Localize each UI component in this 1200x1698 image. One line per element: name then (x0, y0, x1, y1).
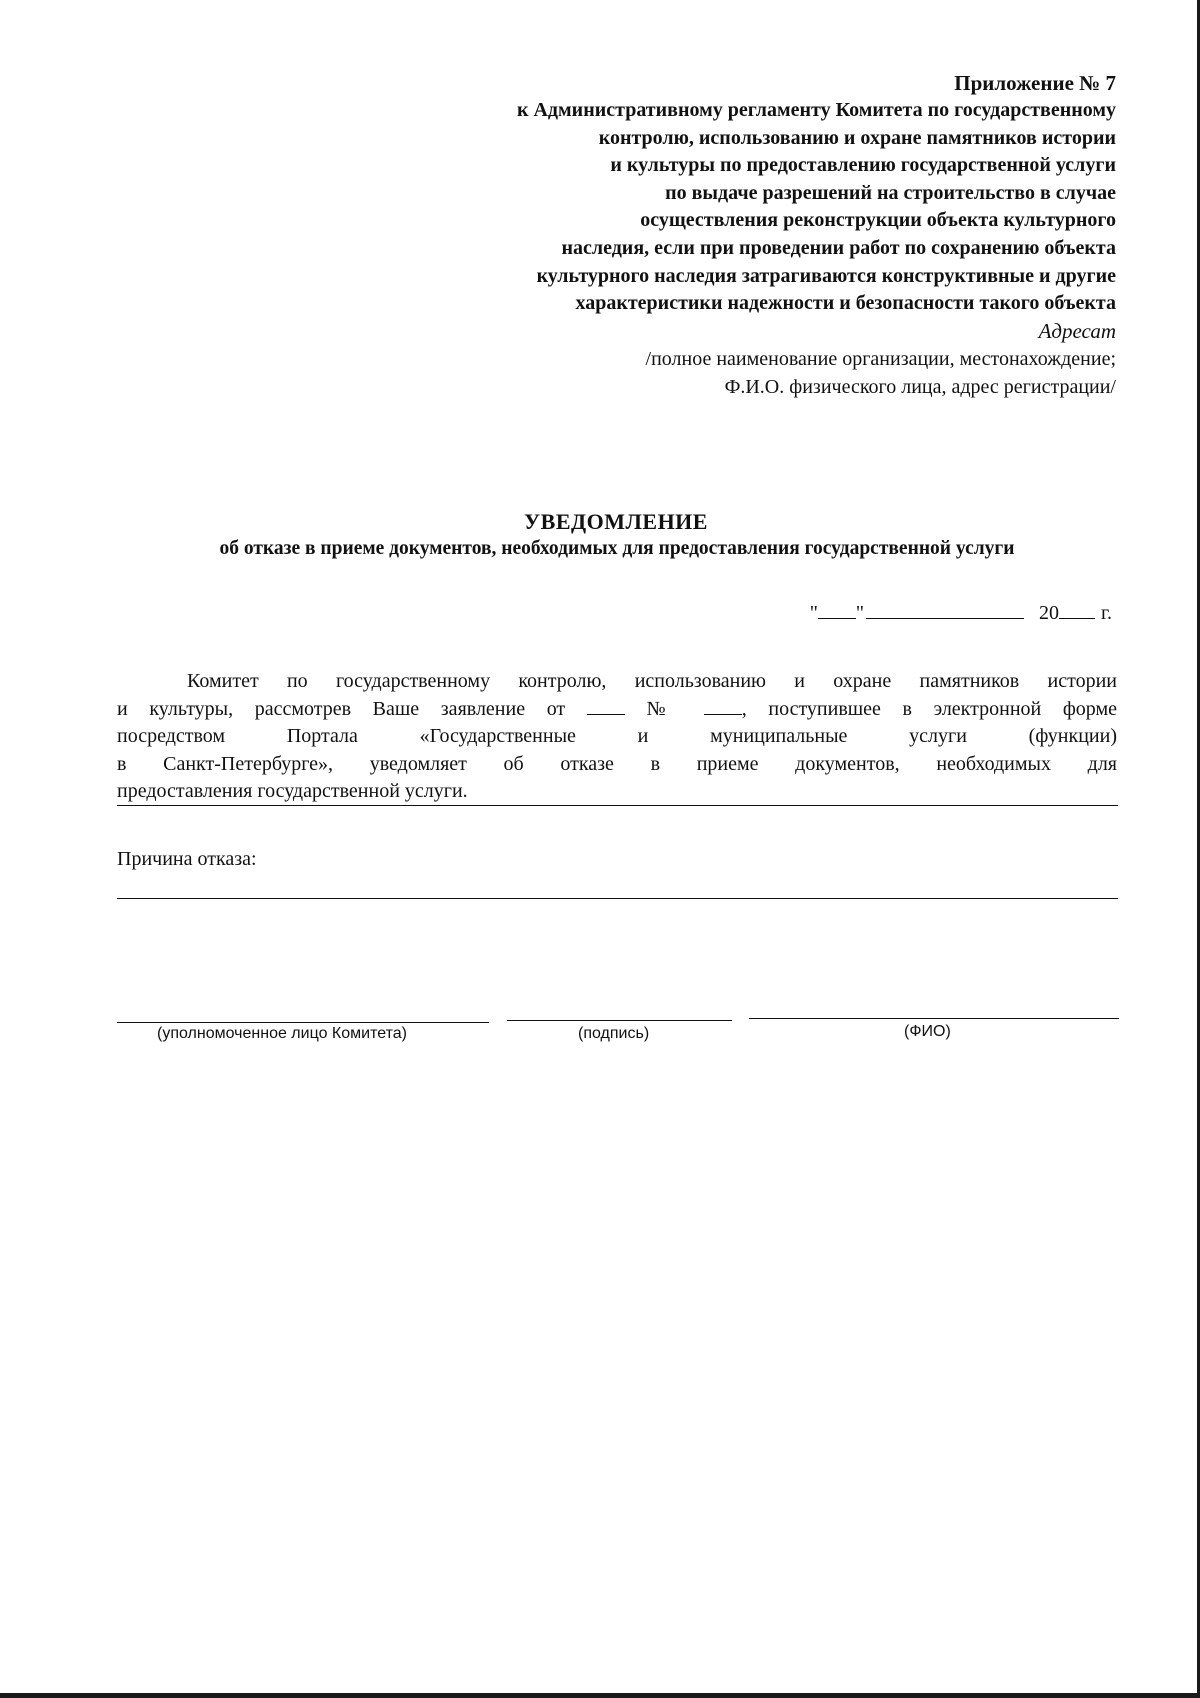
scan-edge-bottom (0, 1693, 1200, 1698)
body-line: посредством Портала «Государственные и муниципальные услуги (функции) (117, 725, 1117, 747)
signature-caption: (подпись) (578, 1025, 650, 1042)
year-blank[interactable] (1059, 600, 1095, 619)
appendix-line: культурного наследия затрагиваются конструктивные и другие (536, 264, 1116, 287)
body-line: Комитет по государственному контролю, использованию и охране памятников истории (187, 670, 1117, 692)
notice-title: УВЕДОМЛЕНИЕ (524, 509, 708, 534)
full-name-line[interactable] (749, 1018, 1119, 1019)
notice-subtitle: об отказе в приеме документов, необходимых для предоставления государственной услуги (219, 538, 1015, 559)
date-quote-open: " (809, 602, 818, 624)
addressee-line-organization: /полное наименование организации, местонахождение; (645, 347, 1116, 370)
appendix-title: Приложение № 7 (954, 71, 1116, 95)
signature-line[interactable] (507, 1020, 732, 1021)
year-suffix: г. (1101, 602, 1112, 624)
appendix-line: наследия, если при проведении работ по сохранению объекта (561, 236, 1116, 259)
addressee-label: Адресат (1038, 318, 1116, 343)
addressee-line-person: Ф.И.О. физического лица, адрес регистрации/ (724, 375, 1116, 398)
reason-line[interactable] (117, 898, 1118, 899)
appendix-line: по выдаче разрешений на строительство в случае (665, 181, 1116, 204)
authorized-person-caption: (уполномоченное лицо Комитета) (157, 1025, 407, 1042)
application-number-blank[interactable] (704, 696, 742, 715)
appendix-line: и культуры по предоставлению государственной услуги (610, 154, 1116, 177)
notice-body (117, 668, 1117, 806)
date-quote-close: " (855, 602, 865, 624)
body-line: в Санкт-Петербурге», уведомляет об отказе в приеме документов, необходимых для (117, 752, 1117, 775)
year-prefix: 20 (1039, 602, 1060, 624)
reason-label: Причина отказа: (117, 848, 257, 870)
body-line: и культуры, рассмотрев Ваше заявление от № , поступившее в электронной форме (117, 697, 1118, 720)
full-name-caption: (ФИО) (904, 1023, 951, 1040)
appendix-line: к Административному регламенту Комитета по государственному (516, 99, 1116, 121)
month-blank[interactable] (866, 600, 1024, 619)
authorized-person-line[interactable] (117, 1022, 489, 1023)
date-line (810, 600, 1112, 625)
appendix-line: контролю, использованию и охране памятников истории (598, 126, 1116, 149)
body-underline (117, 805, 1118, 806)
appendix-line: осуществления реконструкции объекта культурного (640, 209, 1116, 232)
application-date-blank[interactable] (587, 696, 625, 715)
day-blank[interactable] (818, 600, 856, 619)
appendix-line: характеристики надежности и безопасности такого объекта (575, 292, 1116, 315)
body-line: предоставления государственной услуги. (117, 780, 468, 802)
appendix-header (216, 70, 1116, 401)
